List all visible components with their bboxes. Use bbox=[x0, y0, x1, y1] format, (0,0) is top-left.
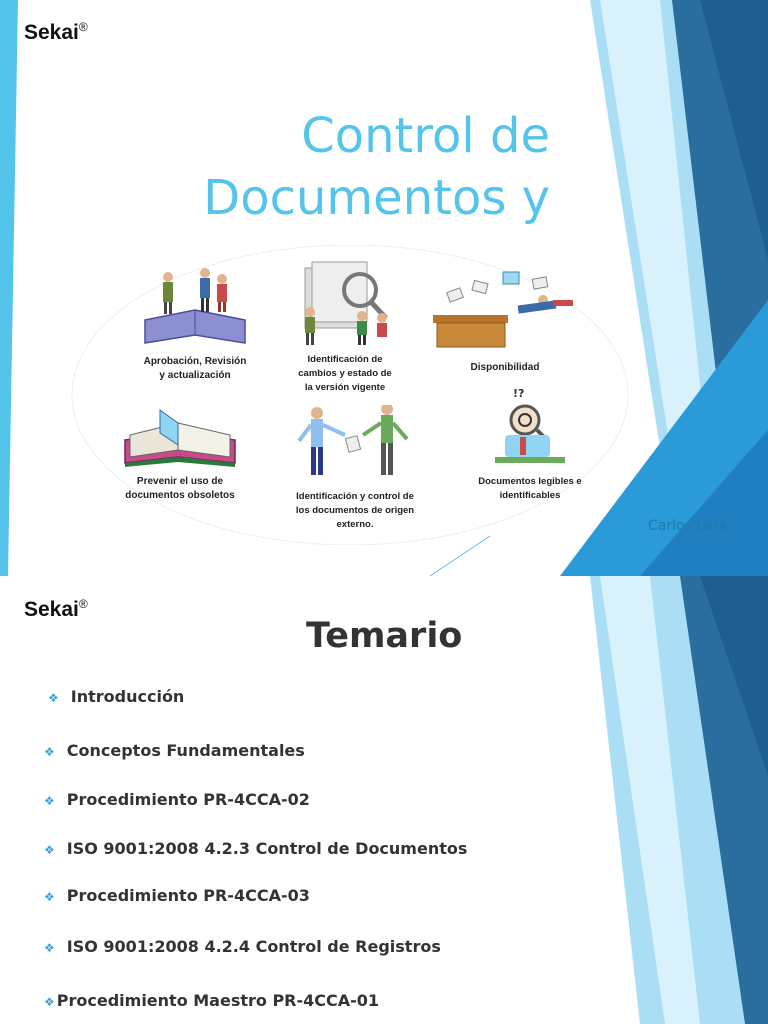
author-name: Carlos Lara bbox=[648, 518, 728, 534]
registered-mark: ® bbox=[78, 20, 88, 34]
two-people-exchange-icon bbox=[295, 405, 415, 485]
approval-cell bbox=[125, 265, 265, 383]
title-line-1: Control de bbox=[301, 108, 550, 164]
diamond-bullet-icon: ❖ bbox=[44, 995, 55, 1009]
list-item bbox=[44, 839, 467, 858]
list-item bbox=[44, 937, 441, 956]
diamond-bullet-icon: ❖ bbox=[44, 794, 55, 808]
obsolete-caption-line-1: Prevenir el uso de bbox=[136, 476, 224, 487]
magnifier-documents-icon bbox=[290, 260, 400, 348]
list-item bbox=[44, 790, 310, 809]
list-item bbox=[44, 741, 305, 760]
legible-caption-line-2: identificables bbox=[499, 490, 561, 501]
list-item-text: ISO 9001:2008 4.2.3 Control de Documentos bbox=[66, 839, 468, 858]
changes-cell bbox=[275, 260, 415, 395]
availability-cell bbox=[430, 270, 580, 375]
external-caption-line-3: externo. bbox=[336, 519, 374, 530]
list-item-text: Procedimiento PR-4CCA-03 bbox=[66, 886, 310, 905]
open-book-icon bbox=[120, 405, 240, 470]
brand-logo bbox=[24, 20, 88, 45]
brand-logo bbox=[24, 597, 88, 622]
obsolete-cell bbox=[100, 405, 260, 503]
list-item-text: Procedimiento Maestro PR-4CCA-01 bbox=[56, 991, 380, 1010]
diamond-bullet-icon: ❖ bbox=[44, 941, 55, 955]
list-item-text: Conceptos Fundamentales bbox=[66, 741, 305, 760]
list-item bbox=[48, 687, 184, 706]
list-item-text: ISO 9001:2008 4.2.4 Control de Registros bbox=[66, 937, 441, 956]
availability-caption: Disponibilidad bbox=[470, 362, 540, 373]
list-item bbox=[44, 991, 379, 1010]
external-caption-line-1: Identificación y control de bbox=[296, 491, 414, 502]
external-caption-line-2: los documentos de origen bbox=[295, 505, 415, 516]
list-item bbox=[44, 886, 310, 905]
approval-caption-line-1: Aprobación, Revisión bbox=[143, 356, 247, 367]
changes-caption-line-1: Identificación de bbox=[307, 354, 383, 365]
legible-cell bbox=[460, 385, 600, 503]
flying-documents-desk-icon bbox=[433, 270, 578, 350]
legible-caption-line-1: Documentos legibles e bbox=[478, 476, 582, 487]
people-on-book-icon bbox=[140, 265, 250, 350]
diamond-bullet-icon: ❖ bbox=[44, 745, 55, 759]
changes-caption-line-2: cambios y estado de bbox=[298, 368, 392, 379]
agenda-slide bbox=[0, 576, 768, 1024]
list-item-text: Procedimiento PR-4CCA-02 bbox=[66, 790, 310, 809]
brand-name: Sekai bbox=[24, 598, 79, 621]
registered-mark: ® bbox=[78, 597, 88, 611]
obsolete-caption-line-2: documentos obsoletos bbox=[125, 490, 235, 501]
brand-name: Sekai bbox=[24, 21, 79, 44]
slide-title bbox=[150, 105, 550, 229]
svg-text:!?: !? bbox=[513, 387, 525, 400]
agenda-title: Temario bbox=[306, 616, 463, 656]
list-item-text: Introducción bbox=[70, 687, 185, 706]
diamond-bullet-icon: ❖ bbox=[44, 890, 55, 904]
person-with-magnifier-icon bbox=[485, 385, 575, 470]
title-line-2: Documentos y bbox=[203, 170, 550, 226]
diamond-bullet-icon: ❖ bbox=[44, 843, 55, 857]
external-cell bbox=[270, 405, 440, 532]
changes-caption-line-3: la versión vigente bbox=[304, 382, 386, 393]
approval-caption-line-2: y actualización bbox=[159, 370, 231, 381]
document-control-illustration bbox=[70, 245, 630, 545]
diamond-bullet-icon: ❖ bbox=[48, 691, 59, 705]
